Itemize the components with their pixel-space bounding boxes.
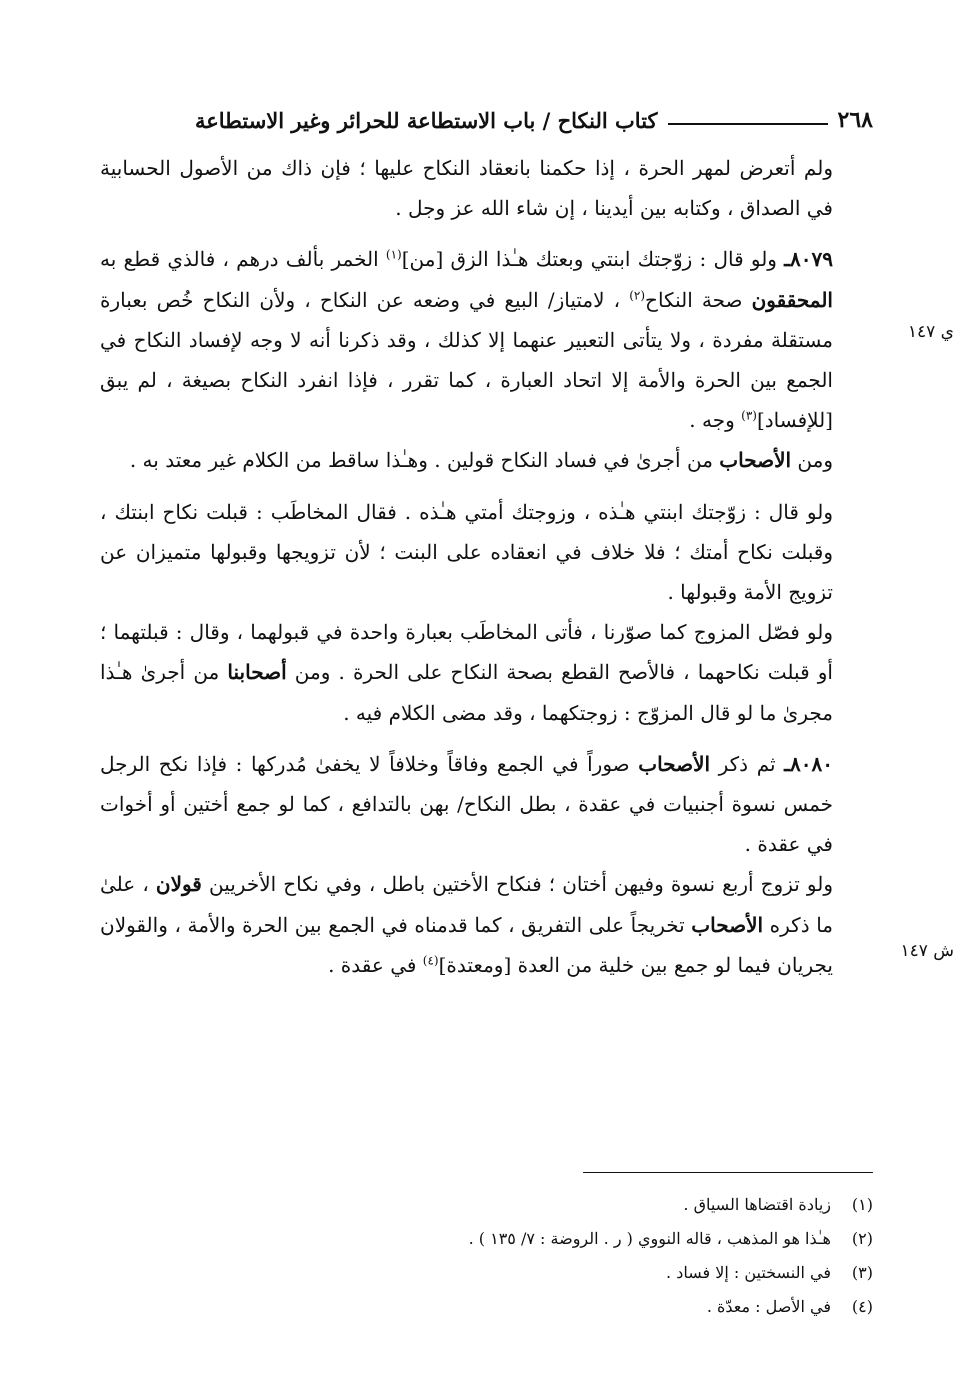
footnote-ref: (٤) xyxy=(422,953,439,968)
text-run: تخريجاً على التفريق ، كما قدمناه في الجمع بين الحرة والأمة ، والقولان يجريان فيما لو جمع بين خلية من العدة [ومعتدة] xyxy=(100,912,833,977)
footnotes xyxy=(173,1188,873,1324)
numbered-paragraph xyxy=(100,744,873,865)
footnote-number: (١) xyxy=(851,1195,873,1214)
margin-manuscript-marker: ي ١٤٧ xyxy=(907,322,954,342)
bold-term: الأصحاب xyxy=(638,751,711,776)
text-run: وجه . xyxy=(689,408,742,433)
footnote xyxy=(173,1290,873,1324)
bold-term: الأصحاب xyxy=(691,912,764,937)
footnote-text: في الأصل : معدّة . xyxy=(706,1297,831,1316)
footnote-separator xyxy=(583,1172,873,1173)
footnote-ref: (١) xyxy=(385,247,402,262)
footnote-text: هـٰذا هو المذهب ، قاله النووي ( ر . الروضة : ٧/ ١٣٥ ) . xyxy=(468,1229,831,1248)
margin-manuscript-marker: ش ١٤٧ xyxy=(900,941,954,961)
text-run: من أجرىٰ هـٰذا مجرىٰ ما لو قال المزوّج : زوجتكهما ، وقد مضى الكلام فيه . xyxy=(100,660,833,725)
section-number: ٨٠٧٩ـ xyxy=(784,247,833,272)
footnote-text: في النسختين : إلا فساد . xyxy=(666,1263,831,1282)
text-run: الخمر بألف درهم ، فالذي قطع به xyxy=(100,247,386,272)
paragraph xyxy=(100,440,873,480)
paragraph-gap xyxy=(100,733,873,744)
footnote xyxy=(173,1256,873,1290)
text-run: ، علىٰ ما ذكره xyxy=(100,872,833,937)
bold-term: المحققون xyxy=(751,287,833,312)
paragraph xyxy=(100,612,873,733)
numbered-paragraph xyxy=(100,239,873,440)
footnote-number: (٤) xyxy=(851,1297,873,1316)
paragraph xyxy=(100,864,873,985)
text-run: في عقدة . xyxy=(328,952,423,977)
text-run: ولم أتعرض لمهر الحرة ، إذا حكمنا بانعقاد النكاح عليها ؛ فإن ذاك من الأصول الحسابية في الصداق ، وكتابه بين أيدينا ، إن شاء الله عز وجل . xyxy=(100,156,833,221)
footnote-ref: (٣) xyxy=(741,408,757,423)
text-run: ولو قال : زوّجتك ابنتي وبعتك هـٰذا الزق [من] xyxy=(401,247,785,272)
footnote-number: (٣) xyxy=(851,1263,873,1282)
footnote-number: (٢) xyxy=(851,1229,873,1248)
footnote-text: زيادة اقتضاها السياق . xyxy=(683,1195,831,1214)
bold-term: الأصحاب xyxy=(719,448,792,473)
page-number: ٢٦٨ xyxy=(837,107,873,133)
paragraph-gap xyxy=(100,481,873,492)
section-number: ٨٠٨٠ـ xyxy=(784,751,833,776)
main-text xyxy=(100,148,873,985)
text-run: صوراً في الجمع وفاقاً وخلافاً لا يخفىٰ مُدركها : فإذا نكح الرجل خمس نسوة أجنبيات في عقدة ، بطل النكاح/ بهن بالتدافع ، كما لو جمع أختين أو أخوات في عقدة . xyxy=(100,751,833,857)
text-run: ومن xyxy=(791,448,833,473)
text-run: ولو فصّل المزوج كما صوّرنا ، فأتى المخاطَب بعبارة واحدة في قبولهما ، وقال : قبلتهما ؛ أو قبلت نكاحهما ، فالأصح القطع بصحة النكاح على الحرة . ومن xyxy=(100,620,833,685)
paragraph-gap xyxy=(100,228,873,239)
bold-term: أصحابنا xyxy=(227,660,287,685)
bold-term: قولان xyxy=(155,872,202,897)
text-run: ولو تزوج أربع نسوة وفيهن أختان ؛ فنكاح الأختين باطل ، وفي نكاح الأخريين xyxy=(201,872,833,897)
text-run: ولو قال : زوّجتك ابنتي هـٰذه ، وزوجتك أمتي هـٰذه . فقال المخاطَب : قبلت نكاح ابنتك ، وقبلت نكاح أمتك ؛ فلا خلاف في انعقاده على البنت ؛ لأن تزويجها وقبولها متميزان عن تزويج الأمة وقبولها . xyxy=(100,499,833,605)
paragraph xyxy=(100,148,873,228)
footnote-ref: (٢) xyxy=(629,287,646,302)
text-run: ، لامتياز/ البيع في وضعه عن النكاح ، ولأن النكاح خُص بعبارة مستقلة مفردة ، ولا يتأتى التعبير عنهما إلا كذلك ، وقد ذكرنا أنه لا وجه لإفساد النكاح في الجمع بين الحرة والأمة إلا اتحاد العبارة ، كما تقرر ، فإذا انفرد النكاح بصيغة ، لم يبق [للإفساد] xyxy=(100,287,833,433)
text-run: من أجرىٰ في فساد النكاح قولين . وهـٰذا ساقط من الكلام غير معتد به . xyxy=(129,448,720,473)
text-run: صحة النكاح xyxy=(645,287,752,312)
footnote xyxy=(173,1222,873,1256)
header-rule xyxy=(668,123,828,125)
header-title: كتاب النكاح / باب الاستطاعة للحرائر وغير الاستطاعة xyxy=(194,107,658,133)
running-header xyxy=(100,100,873,140)
paragraph xyxy=(100,492,873,613)
text-run: ثم ذكر xyxy=(710,751,785,776)
footnote xyxy=(173,1188,873,1222)
